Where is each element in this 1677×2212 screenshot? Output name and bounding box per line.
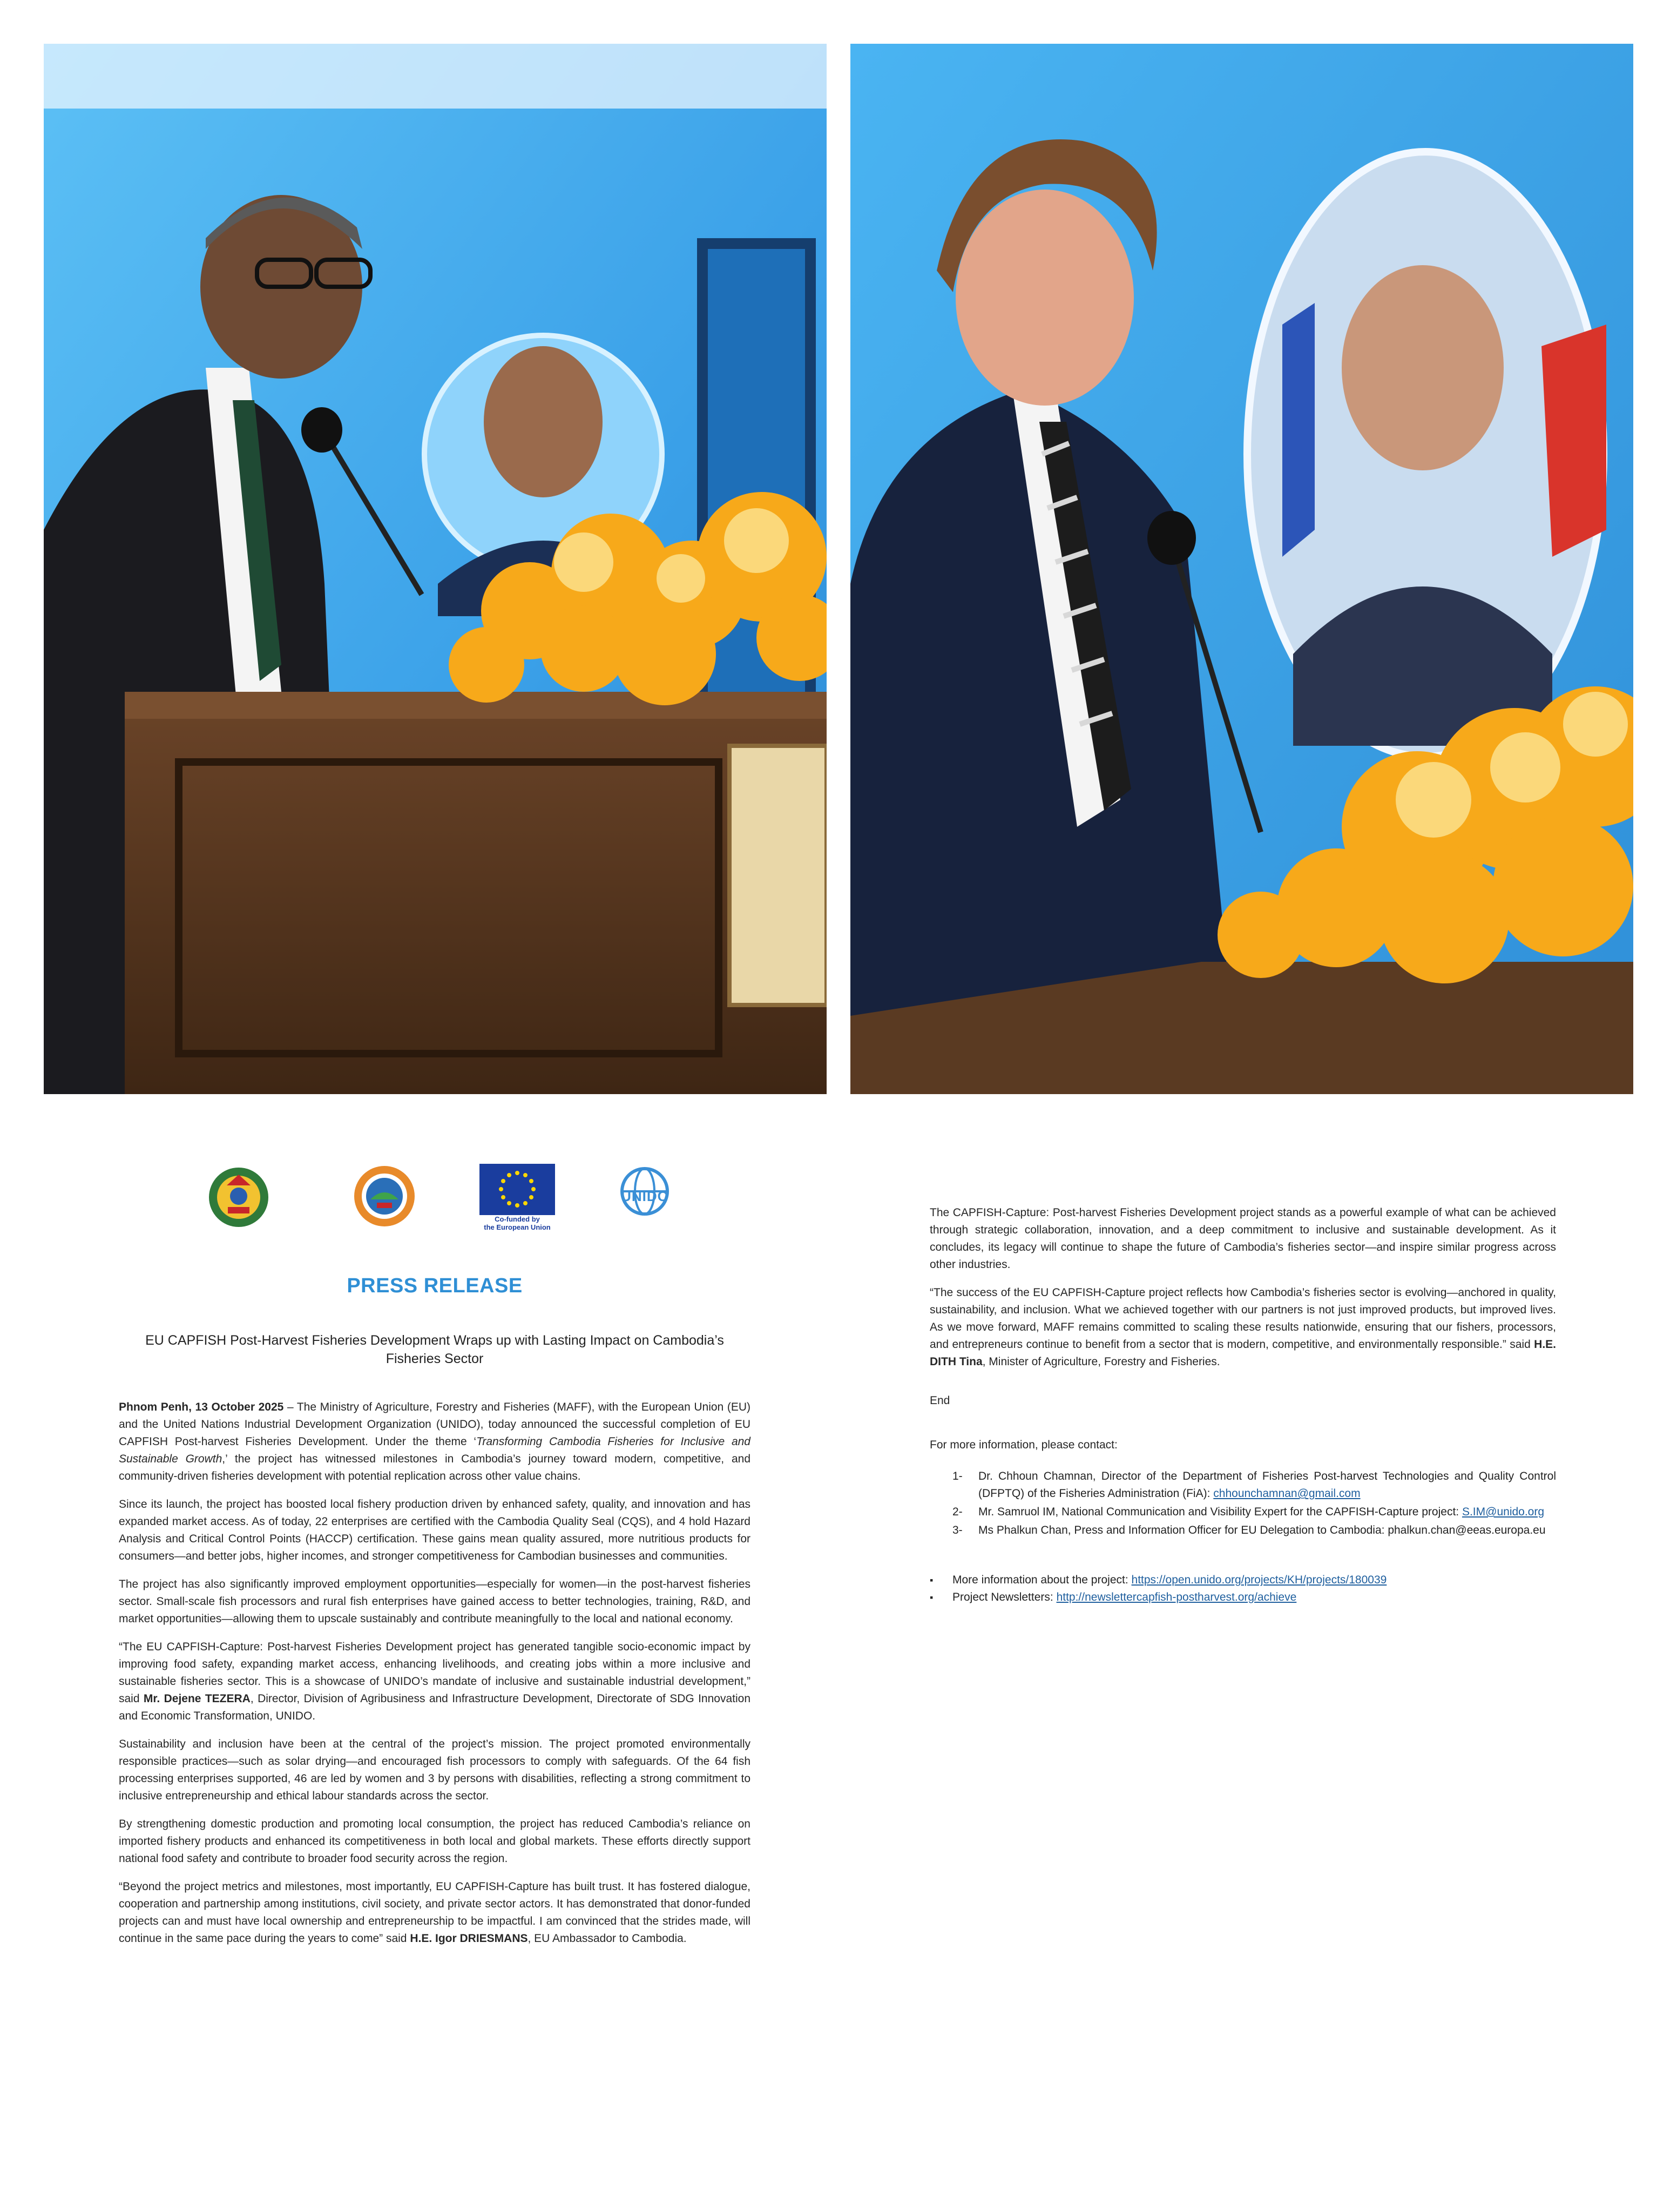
- paragraph-2: Since its launch, the project has boosted local fishery production driven by enhanced safety, quality, and innovation and has expanded market access. As of today, 22 enterprises are certified with the Cambodia Quality Seal (CQS), and 4 hold Hazard Analysis and Critical Control Points (HACCP) certification. These gains mean quality assured, more nutritious products for consumers—and better jobs, higher incomes, and stronger competitiveness for Cambodian businesses and communities.: [119, 1498, 750, 1562]
- contact-text: Ms Phalkun Chan, Press and Information Officer for EU Delegation to Cambodia: phalkun.chan@eeas.europa.eu: [978, 1524, 1546, 1536]
- more-info-label: More information about the project:: [952, 1574, 1132, 1586]
- unido-logo: [611, 1166, 679, 1226]
- contact-intro: For more information, please contact:: [930, 1439, 1118, 1451]
- dateline: Phnom Penh, 13 October 2025: [119, 1401, 284, 1413]
- paragraph-1-text-a: – The Ministry of Agriculture, Forestry and Fisheries (MAFF), with the European Union (EU) and the United Nations Industrial Development Organization (UNIDO), today announced the successful completion of EU CAPFISH Post-harvest Fisheries Development. Under the theme ‘: [119, 1401, 751, 1448]
- speaker-name-driesmans: H.E. Igor DRIESMANS: [410, 1932, 528, 1945]
- more-info-list: [930, 1572, 1556, 1606]
- contact-number: 1-: [952, 1470, 963, 1482]
- contact-email-link[interactable]: S.IM@unido.org: [1462, 1506, 1545, 1518]
- cambodia-emblem-logo: [205, 1164, 273, 1229]
- paragraph-4: [119, 1638, 750, 1725]
- contact-item: [930, 1503, 1556, 1521]
- logo-row: [119, 1145, 750, 1253]
- more-info-item: [930, 1589, 1556, 1606]
- contact-text: Dr. Chhoun Chamnan, Director of the Department of Fisheries Post-harvest Technologies and Quality Control (DFPTQ) of the Fisheries Administration (FiA):: [978, 1470, 1556, 1500]
- contact-email-link[interactable]: chhounchamnan@gmail.com: [1213, 1487, 1361, 1500]
- paragraph-7-text-a: “Beyond the project metrics and milestones, most importantly, EU CAPFISH-Capture has built trust. It has fostered dialogue, cooperation and partnership among institutions, civil society, and private sector actors. It has demonstrated that donor-funded projects can and must have local ownership and entrepreneurship to be impactful. I am convinced that the strides made, will continue in the same pace during the years to come” said: [119, 1880, 750, 1945]
- paragraph-6: By strengthening domestic production and promoting local consumption, the project has reduced Cambodia’s reliance on imported fishery products and enhanced its competitiveness in both local and global markets. These efforts directly support national food safety and contribute to broader food security across the region.: [119, 1818, 750, 1865]
- eu-caption-line2: the European Union: [484, 1223, 551, 1231]
- contact-item: [930, 1468, 1556, 1502]
- paragraph-4-text-b: , Director, Division of Agribusiness and Infrastructure Development, Directorate of SDG Innovation and Economic Transformation, UNIDO.: [119, 1692, 750, 1722]
- theme-title: Transforming Cambodia Fisheries for Inclusive and Sustainable Growth: [119, 1435, 750, 1465]
- eu-flag-logo: [479, 1164, 560, 1231]
- press-release-page-2: [930, 1204, 1556, 1906]
- photo-speaker-left: [44, 44, 827, 1094]
- end-marker: End: [930, 1394, 950, 1407]
- press-release-body: [119, 1399, 750, 1958]
- contact-number: 2-: [952, 1506, 963, 1518]
- headline: [119, 1331, 750, 1368]
- headline-line-1: EU CAPFISH Post-Harvest Fisheries Development Wraps up with Lasting Impact on Cambodia’s: [145, 1333, 724, 1348]
- press-release-title: PRESS RELEASE: [347, 1274, 523, 1297]
- headline-line-2: Fisheries Sector: [386, 1351, 484, 1366]
- paragraph-7: [119, 1878, 750, 1947]
- paragraph-4-text-a: “The EU CAPFISH-Capture: Post-harvest Fisheries Development project has generated tangible socio-economic impact by improving food safety, expanding market access, enhancing livelihoods, and creating jobs within a more inclusive and sustainable fisheries sector. This is a showcase of UNIDO’s mandate of inclusive and sustainable industrial development,” said: [119, 1641, 750, 1705]
- contact-list: [930, 1468, 1556, 1539]
- more-info-label: Project Newsletters:: [952, 1591, 1057, 1603]
- more-info-item: [930, 1572, 1556, 1589]
- minister-quote-text-b: , Minister of Agriculture, Forestry and Fisheries.: [982, 1355, 1220, 1368]
- speaker-name-dith-tina: H.E. DITH Tina: [930, 1338, 1556, 1368]
- contact-number: 3-: [952, 1524, 963, 1536]
- paragraph-5: Sustainability and inclusion have been at the central of the project’s mission. The project promoted environmentally responsible practices—such as solar drying—and encouraged fish processors to comply with safeguards. Of the 64 fish processing enterprises supported, 46 are led by women and 3 by persons with disabilities, reflecting a strong commitment to inclusive entrepreneurship and ethical labour standards across the sector.: [119, 1738, 750, 1802]
- photo-speaker-right: [850, 44, 1633, 1094]
- press-release-page-1: [119, 1145, 750, 2160]
- project-link[interactable]: https://open.unido.org/projects/KH/projects/180039: [1131, 1574, 1387, 1586]
- paragraph-1: [119, 1399, 750, 1485]
- contact-text: Mr. Samruol IM, National Communication and Visibility Expert for the CAPFISH-Capture project:: [978, 1506, 1462, 1518]
- newsletter-link[interactable]: http://newslettercapfish-postharvest.org/achieve: [1056, 1591, 1297, 1603]
- paragraph-1-text-b: ,’ the project has witnessed milestones in Cambodia’s journey toward modern, competitive, and community-driven fisheries development with potential replication across other value chains.: [119, 1453, 750, 1482]
- unido-label: UNIDO: [621, 1188, 669, 1204]
- paragraph-minister-quote: [930, 1284, 1556, 1371]
- speaker-name-tezera: Mr. Dejene TEZERA: [143, 1692, 251, 1705]
- eu-caption-line1: Co-funded by: [495, 1215, 540, 1223]
- paragraph-closing: The CAPFISH-Capture: Post-harvest Fisheries Development project stands as a powerful example of what can be achieved through strategic collaboration, innovation, and a deep commitment to inclusive and sustainable development. As it concludes, its legacy will continue to shape the future of Cambodia’s fisheries sector—and inspire similar progress across other industries.: [930, 1206, 1556, 1271]
- paragraph-7-text-b: , EU Ambassador to Cambodia.: [528, 1932, 687, 1945]
- contact-item: [930, 1522, 1556, 1539]
- maff-logo: [351, 1164, 418, 1229]
- minister-quote-text-a: “The success of the EU CAPFISH-Capture project reflects how Cambodia’s fisheries sector is evolving—anchored in quality, sustainability, and inclusion. What we achieved together with our partners is not just improved products, but improved lives. As we move forward, MAFF remains committed to scaling these results nationwide, ensuring that our fishers, processors, and entrepreneurs continue to benefit from a sector that is modern, competitive, and environmentally responsible.” said: [930, 1286, 1556, 1351]
- paragraph-3: The project has also significantly improved employment opportunities—especially for women—in the post-harvest fisheries sector. Small-scale fish processors and rural fish enterprises have gained access to better technologies, training, R&D, and market opportunities—allowing them to upscale sustainably and contribute meaningfully to the local and national economy.: [119, 1578, 750, 1625]
